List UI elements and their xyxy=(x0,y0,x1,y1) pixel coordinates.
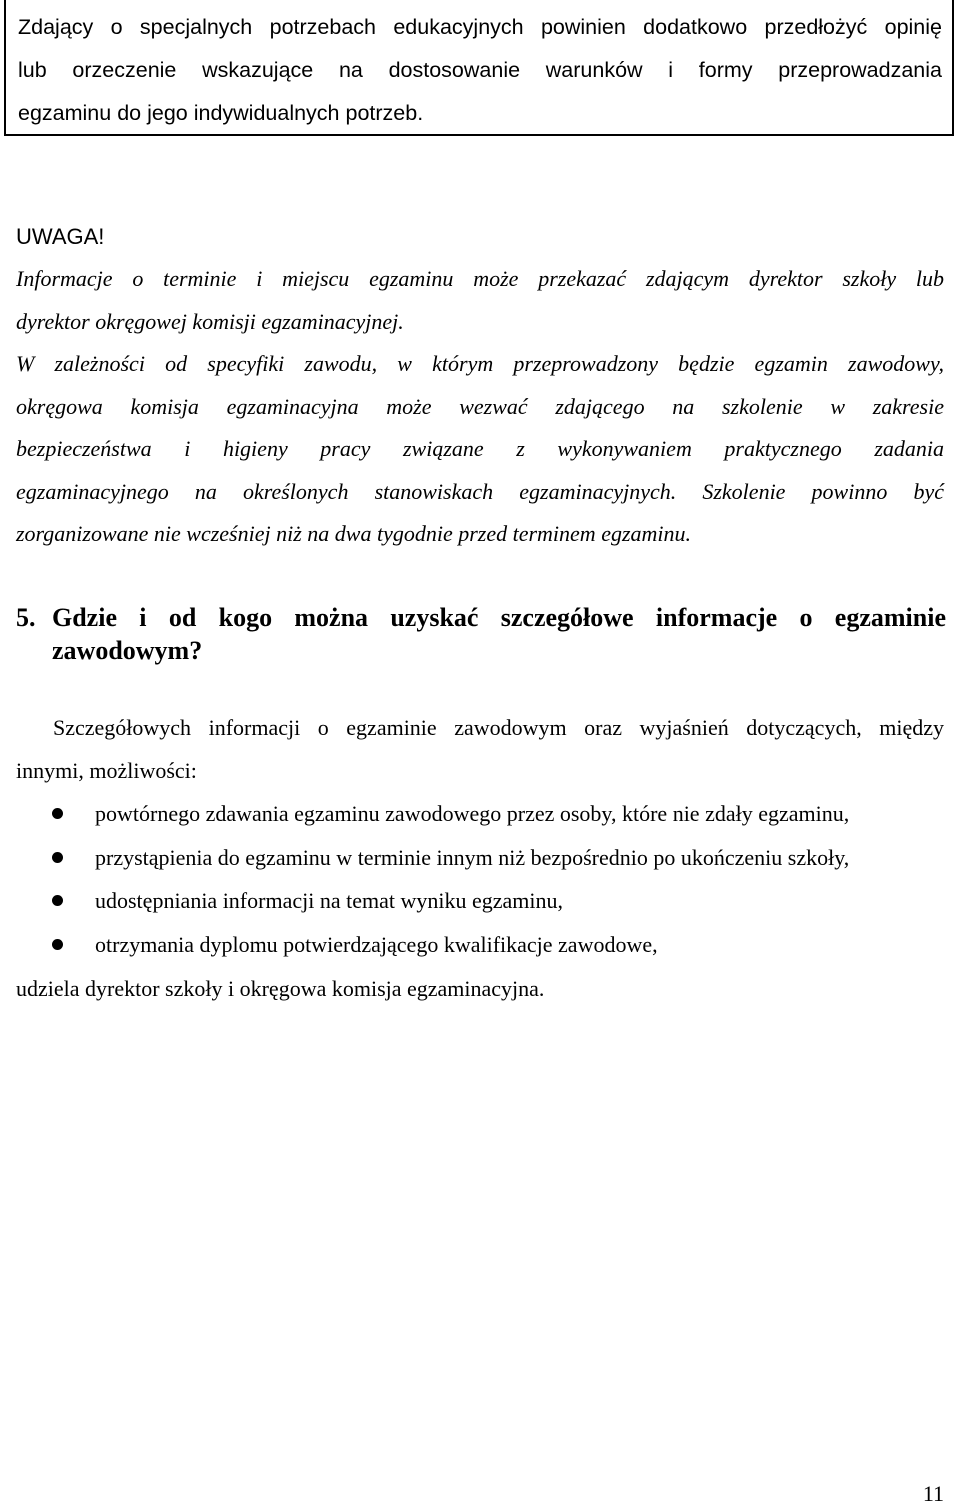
list-item xyxy=(0,836,960,880)
section-heading xyxy=(16,601,946,667)
section-title-line: Gdzie i od kogo można uzyskać szczegółowe informacje o egzaminie xyxy=(52,603,946,632)
section-title-line: zawodowym? xyxy=(52,636,203,665)
training-line: W zależności od specyfiki zawodu, w którym przeprowadzony będzie egzamin zawodowy, xyxy=(16,351,944,376)
list-item xyxy=(0,792,960,836)
list-item-text: otrzymania dyplomu potwierdzającego kwalifikacje zawodowe, xyxy=(95,931,658,957)
bullet-icon xyxy=(52,895,63,906)
bullet-icon xyxy=(52,852,63,863)
list-item-text: udostępniania informacji na temat wyniku egzaminu, xyxy=(95,888,563,913)
warning-label: UWAGA! xyxy=(16,224,105,249)
training-line: okręgowa komisja egzaminacyjna może wezwać zdającego na szkolenie w zakresie xyxy=(16,393,944,419)
training-line: egzaminacyjnego na określonych stanowiskach egzaminacyjnych. Szkolenie powinno być xyxy=(16,478,944,504)
list-item-text: przystąpienia do egzaminu w terminie innym niż bezpośrednio po ukończeniu szkoły, xyxy=(95,844,850,870)
list-item xyxy=(0,923,960,967)
boxed-note xyxy=(4,0,954,136)
boxed-note-line: egzaminu do jego indywidualnych potrzeb. xyxy=(18,101,424,125)
training-line: zorganizowane nie wcześniej niż na dwa tygodnie przed terminem egzaminu. xyxy=(16,521,692,546)
intro-paragraph xyxy=(16,706,944,792)
training-line: bezpieczeństwa i higieny pracy związane z wykonywaniem praktycznego zadania xyxy=(16,436,944,461)
intro-line: Szczegółowych informacji o egzaminie zawodowym oraz wyjaśnień dotyczących, między xyxy=(53,715,944,740)
bullet-list xyxy=(0,792,960,966)
intro-line: innymi, możliwości: xyxy=(16,758,197,783)
closing-sentence: udziela dyrektor szkoły i okręgowa komisja egzaminacyjna. xyxy=(16,976,545,1001)
bullet-icon xyxy=(52,808,63,819)
info-paragraph xyxy=(16,258,944,343)
section-number: 5. xyxy=(16,603,36,632)
list-item xyxy=(0,879,960,923)
page-number: 11 xyxy=(922,1481,944,1506)
boxed-note-line: lub orzeczenie wskazujące na dostosowanie warunków i formy przeprowadzania xyxy=(18,58,942,82)
boxed-note-line: Zdający o specjalnych potrzebach edukacyjnych powinien dodatkowo przedłożyć opinię xyxy=(18,15,942,39)
bullet-icon xyxy=(52,939,63,950)
list-item-text: powtórnego zdawania egzaminu zawodowego przez osoby, które nie zdały egzaminu, xyxy=(95,801,850,826)
info-line: dyrektor okręgowej komisji egzaminacyjnej. xyxy=(16,308,404,334)
training-paragraph xyxy=(16,343,944,556)
info-line: Informacje o terminie i miejscu egzaminu może przekazać zdającym dyrektor szkoły lub xyxy=(16,266,944,291)
